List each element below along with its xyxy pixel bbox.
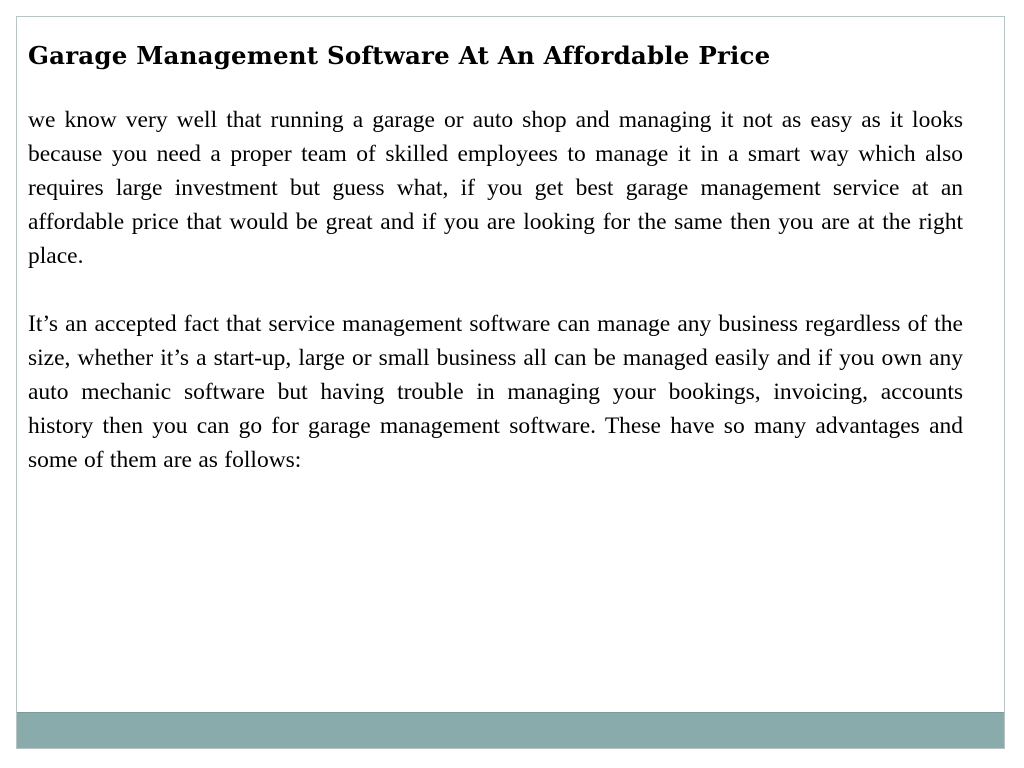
paragraph-intro: we know very well that running a garage or auto shop and managing it not as easy as it looks because you need a proper team of skilled employees to manage it in a smart way which also requires large investment but guess what, if you get best garage management service at an affordable price that would be great and if you are looking for the same then you are at the right place. (28, 107, 963, 269)
slide-content (28, 39, 963, 477)
paragraph-benefits: It’s an accepted fact that service management software can manage any business regardless of the size, whether it’s a start-up, large or small business all can be managed easily and if you own any auto mechanic software but having trouble in managing your bookings, invoicing, accounts history then you can go for garage management software. These have so many advantages and some of them are as follows: (28, 311, 963, 473)
slide-title: Garage Management Software At An Affordable Price (28, 41, 771, 70)
footer-bar (17, 712, 1004, 748)
slide-frame (16, 16, 1005, 749)
